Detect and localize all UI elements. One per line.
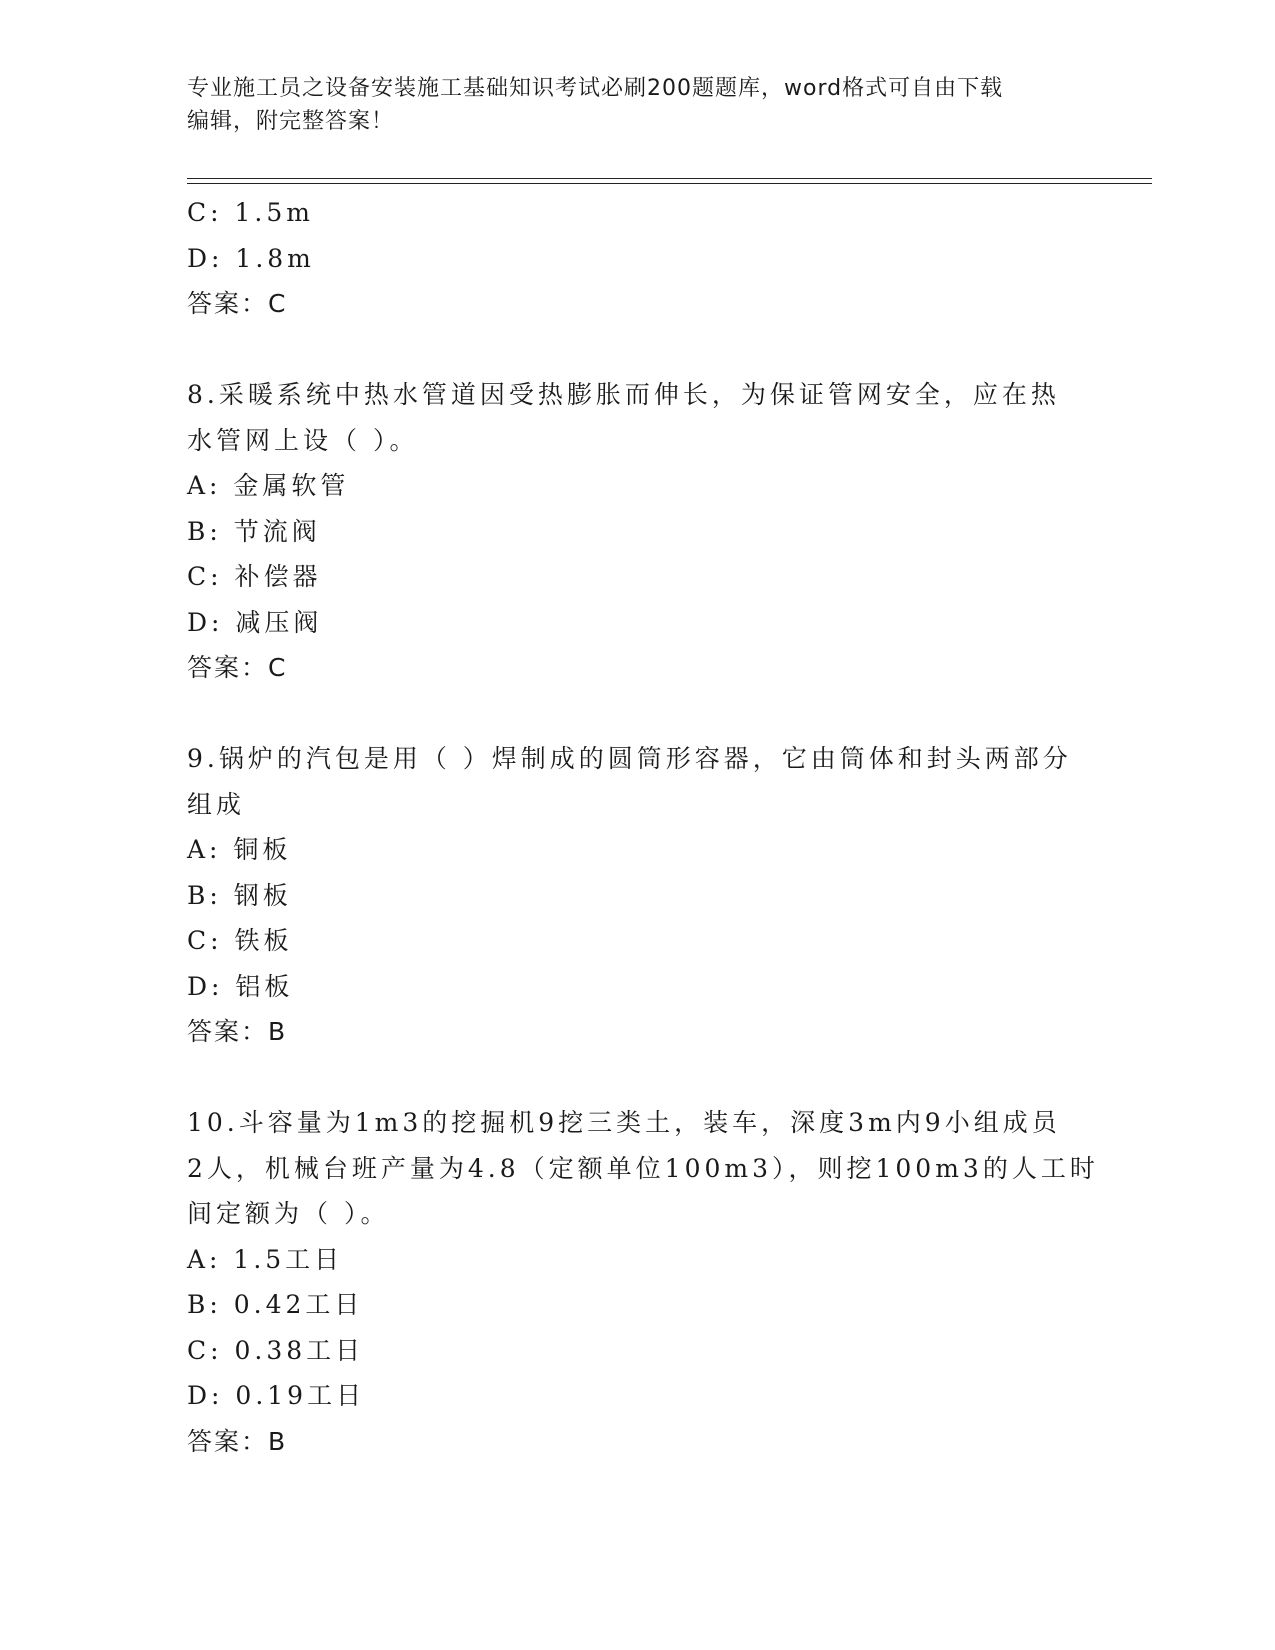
option-a: A: 铜板 (187, 835, 292, 864)
question-text-line: 组成 (187, 789, 246, 819)
question-text-line: 9.锅炉的汽包是用（ ）焊制成的圆筒形容器，它由筒体和封头两部分 (187, 744, 1072, 773)
question-text-line: 10.斗容量为1m3的挖掘机9挖三类土，装车，深度3m内9小组成员 (187, 1108, 1061, 1137)
document-header (187, 72, 1067, 138)
spacer (187, 327, 1087, 373)
header-line-1: 专业施工员之设备安装施工基础知识考试必刷200题题库，word格式可自由下载 (187, 76, 1004, 101)
option-d: D: 0.19工日 (187, 1381, 366, 1410)
answer-line: 答案：C (187, 289, 288, 318)
question-7-continued (187, 190, 1087, 327)
option-c: C: 铁板 (187, 926, 293, 955)
option-b: B: 钢板 (187, 880, 292, 910)
header-line-2: 编辑，附完整答案！ (187, 109, 395, 134)
option-d: D: 减压阀 (187, 607, 323, 637)
option-c: C: 1.5m (187, 198, 314, 227)
question-text-line: 8.采暖系统中热水管道因受热膨胀而伸长，为保证管网安全，应在热 (187, 380, 1060, 409)
answer-line: 答案：B (187, 1426, 288, 1456)
option-b: B: 0.42工日 (187, 1290, 364, 1319)
header-divider-bottom (187, 183, 1152, 184)
spacer (187, 691, 1087, 737)
answer-line: 答案：B (187, 1017, 288, 1046)
header-divider-top (187, 178, 1152, 179)
question-10 (187, 1100, 1099, 1464)
question-text-line: 间定额为（ ）。 (187, 1199, 390, 1228)
question-text-line: 2人，机械台班产量为4.8（定额单位100m3），则挖100m3的人工时 (187, 1153, 1099, 1183)
option-d: D: 铝板 (187, 971, 294, 1001)
spacer (187, 1055, 1087, 1101)
option-b: B: 节流阀 (187, 516, 321, 546)
question-9 (187, 736, 1087, 1055)
option-c: C: 0.38工日 (187, 1335, 365, 1365)
option-d: D: 1.8m (187, 243, 315, 273)
question-text-line: 水管网上设（ ）。 (187, 425, 419, 455)
option-c: C: 补偿器 (187, 562, 322, 591)
option-a: A: 1.5工日 (187, 1244, 344, 1274)
question-8 (187, 372, 1087, 691)
answer-line: 答案：C (187, 653, 288, 682)
option-a: A: 金属软管 (187, 471, 350, 500)
question-list (187, 190, 1099, 1464)
